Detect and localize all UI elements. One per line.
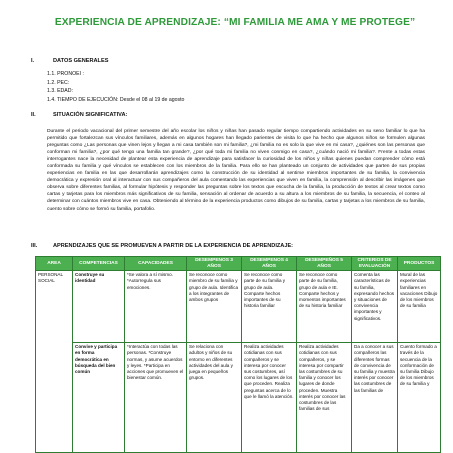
header-area: AREA (36, 257, 73, 271)
section-1-number: I. (31, 58, 35, 64)
section-1-heading (31, 58, 108, 64)
document-title: EXPERIENCIA DE APRENDIZAJE: “MI FAMILIA ME AMA Y ME PROTEGE” (54, 17, 416, 28)
header-productos: PRODUCTOS (398, 257, 441, 271)
general-data-item: 1.2. PEC: (47, 79, 70, 86)
capacidades-cell: *Se valora a sí mismo. *Autorregula sus emociones. (125, 271, 187, 343)
situation-paragraph: Durante el periodo vacacional del primer semestre del año escolar los niños y niñas han pasado regular tiempo compartiendo actividades en su seno familiar lo que ha permitido que fortalezcan sus vínculos familiares, además en algunos hogares han llegado parientes de visita lo que ha hecho que algunos niños se formulen algunas preguntas como ¿Las personas que vinen lejos y llegan a mi casa también son mi familia?, ¿mi familia no es solo la que vive en mi casa?, ¿quiénes son las personas que conforman mi familia?, ¿por qué tengo una familia tan grande?, ¿por qué toda mi familia no viven conmigo en casa?, ¿cuándo nació mi familia?. Frente a todas estas interrogantes nace la necesidad de plantear esta experiencia de aprendizaje para satisfacer la curiosidad de los niños y niñas quienes puedan comprender cómo está conformada su familia y qué vínculos se establecen con los miembros de la familia. Para ello se han planteado un conjunto de actividades que parten de sus propias experiencias en familia en las que desarrollarán aprendizajes como la construcción de su identidad al sentirse miembros importantes de su familia, la convivencia democrática y expresión oral al interactuar con sus compañeros del aula comentando las experiencias que viven en familia, la comprensión al describir las imágenes que observa sobre diferentes familias, al formular hipótesis y responder las preguntas sobre los textos que escucha de la familia, la producción de textos al crear textos como cartas y tarjetas para los miembros más significativos de su familia, sensación al ordenar de acuerdo a su altura a los miembros de su familia, la secuencia, el conteo al determinar con cuántos miembros vive en casa. Obteniendo al término de la experiencia productos como dibujos de su familia, cartas y tarjetas a los miembros de su familia, cuento sobre cómo se formó su familia, portafolio. (47, 129, 425, 212)
section-3-heading (31, 243, 293, 249)
desempeno-4-cell: Realiza actividades cotidianas con sus compañeros y se interesa por conocer sus costumbres, así como los lugares de los que proceden. Realiza preguntas acerca de lo que le llamó la atención. (242, 343, 297, 453)
area-cell: PERSONAL SOCIAL (36, 271, 73, 453)
section-2-heading (31, 112, 127, 118)
desempeno-3-cell: Se reconoce como miembro de su familia y grupo de aula. Identifica a los integrantes de ambos grupos (187, 271, 242, 343)
capacidades-cell: *Interactúa con todas las personas. *Construye normas, y asume acuerdos y leyes. *Participa en acciones que promueven el bienestar común. (125, 343, 187, 453)
table-row (36, 271, 441, 343)
competencia-cell: Construye su identidad (73, 271, 125, 343)
general-data-item: 1.1. PRONOEI : (47, 71, 84, 77)
header-desempenos-4: DESEMPENOS 4 AÑOS (242, 257, 297, 271)
desempeno-3-cell: Se relaciona con adultos y niños de su entorno en diferentes actividades del aula y juega en pequeños grupos. (187, 343, 242, 453)
section-3-title: APRENDIZAJES QUE SE PROMUEVEN A PARTIR DE LA EXPERIENCIA DE APRENDIZAJE: (53, 243, 294, 249)
general-data-item: 1.3. EDAD: (47, 88, 73, 95)
competencia-cell: Convive y participa en forma democrática en búsqueda del bien común (73, 343, 125, 453)
section-2-title: SITUACIÓN SIGNIFICATIVA: (53, 112, 128, 118)
header-desempenos-3: DESEMPENOS 3 AÑOS (187, 257, 242, 271)
general-data-item: 1.4. TIEMPO DE EJECUCIÓN: Desde el 08 al 19 de agosto (47, 96, 185, 103)
productos-cell: Cuento formado a través de la secuencia de la conformación de su familia Dibujo de los miembros de su familia y (398, 343, 441, 453)
section-2-number: II. (31, 112, 36, 118)
productos-cell: Mural de las experiencias familiares en vacaciones Dibujo de los miembros de su familia (398, 271, 441, 343)
desempeno-5-cell: Realiza actividades cotidianas con sus compañeros, y se interesa por compartir las costumbres de su familia y conocer los lugares de donde proceden. Muestra interés por conocer las costumbres de las familias de sus (297, 343, 352, 453)
desempeno-5-cell: Se reconoce como parte de su familia, grupo de aula e IE. Comparte hechos y momentos importantes de su historia familiar (297, 271, 352, 343)
header-capacidades: CAPACIDADES (125, 257, 187, 271)
header-competencias: COMPETENCIAS (73, 257, 125, 271)
table-header-row (36, 257, 441, 271)
learning-table (35, 256, 441, 453)
section-3-number: III. (31, 243, 38, 249)
header-criterios: CRITERIOS DE EVALUACIÓN (352, 257, 398, 271)
section-1-title: DATOS GENERALES (53, 58, 109, 64)
desempeno-4-cell: Se reconoce como parte de su familia y grupo de aula. Comparte hechos importantes de su historia familiar (242, 271, 297, 343)
general-data-list (47, 70, 184, 104)
criterios-cell: Comenta las características de su familia, expresando hechos y situaciones de convivencia importantes y significativos. (352, 271, 398, 343)
table-row (36, 343, 441, 453)
criterios-cell: Da a conocer a sus compañeros las diferentes formas de convivencia de su familia y muestra interés por conocer las costumbres de las familias de (352, 343, 398, 453)
header-desempenos-5: DESEMPEÑOS 5 AÑOS (297, 257, 352, 271)
